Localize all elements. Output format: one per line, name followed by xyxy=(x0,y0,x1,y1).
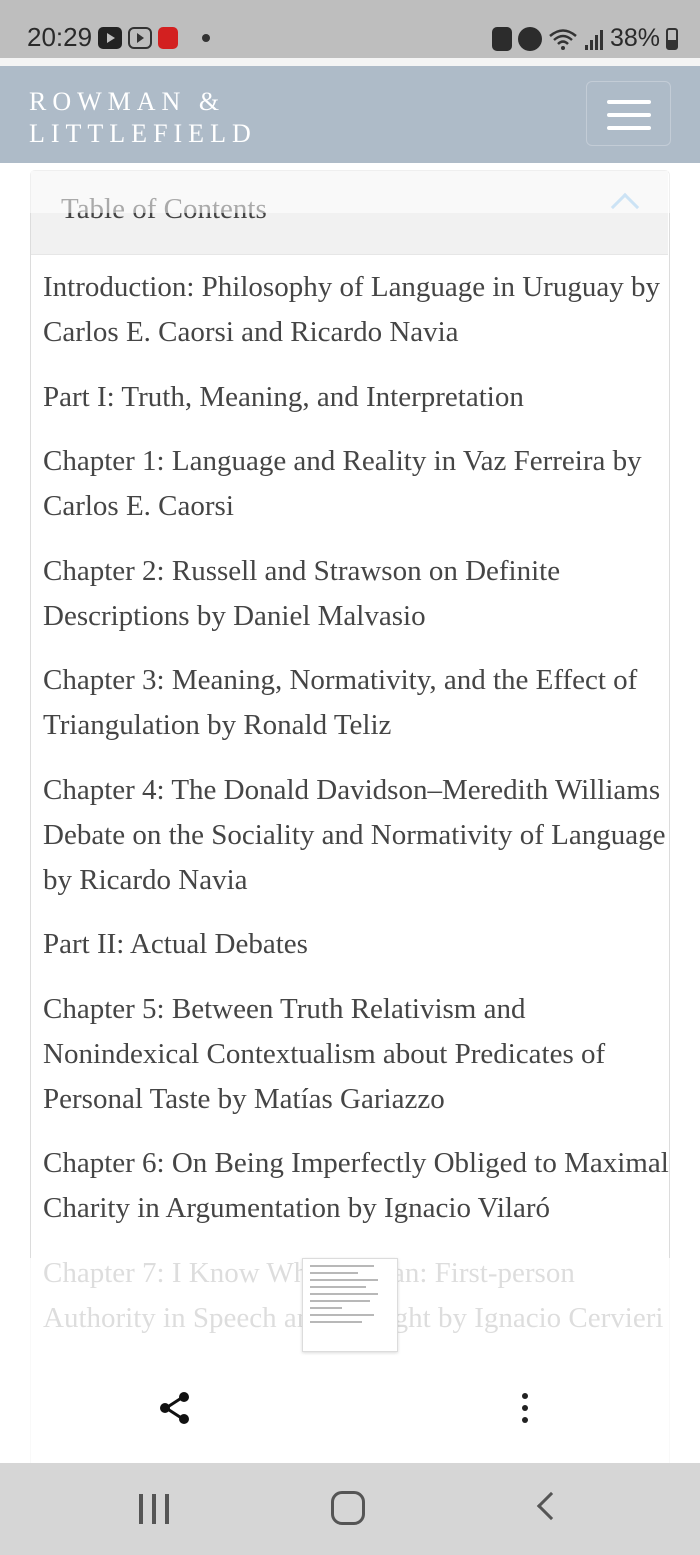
thumbnail-line xyxy=(310,1279,378,1281)
toc-item: Chapter 2: Russell and Strawson on Definite Descriptions by Daniel Malvasio xyxy=(43,554,561,632)
publisher-logo[interactable] xyxy=(29,86,257,150)
thumbnail-line xyxy=(310,1307,342,1309)
play-services-icon xyxy=(128,27,152,49)
thumbnail-line xyxy=(310,1265,374,1267)
status-time: 20:29 xyxy=(27,22,93,52)
toc-item: Introduction: Philosophy of Language in Uruguay by Carlos E. Caorsi and Ricardo Navia xyxy=(43,271,660,348)
system-nav-bar xyxy=(0,1463,700,1555)
recent-bar xyxy=(139,1494,143,1524)
status-icons-right xyxy=(492,24,678,53)
alarm-icon xyxy=(518,27,542,51)
share-icon[interactable] xyxy=(158,1390,192,1426)
more-dot xyxy=(522,1417,528,1423)
thumbnail-line xyxy=(310,1314,374,1316)
battery-percentage: 38% xyxy=(609,24,660,52)
thumbnail-line xyxy=(310,1272,358,1274)
screenshot-thumbnail-icon[interactable] xyxy=(302,1258,398,1352)
toc-item: Chapter 4: The Donald Davidson–Meredith Williams Debate on the Sociality and Normativity of Language by Ricardo Navia xyxy=(43,773,666,896)
wifi-icon xyxy=(548,27,578,51)
thumbnail-line xyxy=(310,1286,366,1288)
recent-bar xyxy=(152,1494,156,1524)
logo-line-1: ROWMAN & xyxy=(29,87,226,116)
logo-line-2: LITTLEFIELD xyxy=(29,119,257,148)
toc-item: Part I: Truth, Meaning, and Interpretation xyxy=(43,380,524,413)
hamburger-icon-bar xyxy=(607,126,651,130)
recent-apps-icon[interactable] xyxy=(136,1494,172,1524)
home-icon[interactable] xyxy=(331,1491,365,1525)
more-vertical-icon[interactable] xyxy=(514,1390,536,1426)
thumbnail-line xyxy=(310,1321,362,1323)
toc-item: Chapter 6: On Being Imperfectly Obliged to Maximal Charity in Argumentation by Ignacio Vilaró xyxy=(43,1147,669,1224)
signal-icon xyxy=(584,27,604,51)
pdf-icon xyxy=(158,27,178,49)
battery-icon xyxy=(666,28,678,50)
more-dot xyxy=(522,1405,528,1411)
site-header xyxy=(0,66,700,163)
hamburger-menu-button[interactable] xyxy=(586,81,671,146)
thumbnail-line xyxy=(310,1300,370,1302)
scroll-fade xyxy=(0,163,700,213)
notification-dot-icon xyxy=(202,34,210,42)
toc-item: Chapter 1: Language and Reality in Vaz Ferreira by Carlos E. Caorsi xyxy=(43,445,642,522)
hamburger-icon-bar xyxy=(607,113,651,117)
toc-item: Part II: Actual Debates xyxy=(43,928,308,960)
thumbnail-line xyxy=(310,1293,378,1295)
toc-list xyxy=(43,265,671,1360)
hamburger-icon xyxy=(607,100,651,104)
status-icons-left xyxy=(98,27,210,49)
nfc-icon xyxy=(492,27,512,51)
back-icon[interactable] xyxy=(537,1492,565,1520)
toc-item: Chapter 5: Between Truth Relativism and Nonindexical Contextualism about Predicates of Personal Taste by Matías Gariazzo xyxy=(43,992,606,1115)
status-bar xyxy=(0,0,700,58)
more-dot xyxy=(522,1393,528,1399)
header-top-border xyxy=(0,58,700,66)
recent-bar xyxy=(165,1494,169,1524)
youtube-icon xyxy=(98,27,122,49)
toc-item: Chapter 3: Meaning, Normativity, and the Effect of Triangulation by Ronald Teliz xyxy=(43,664,638,741)
